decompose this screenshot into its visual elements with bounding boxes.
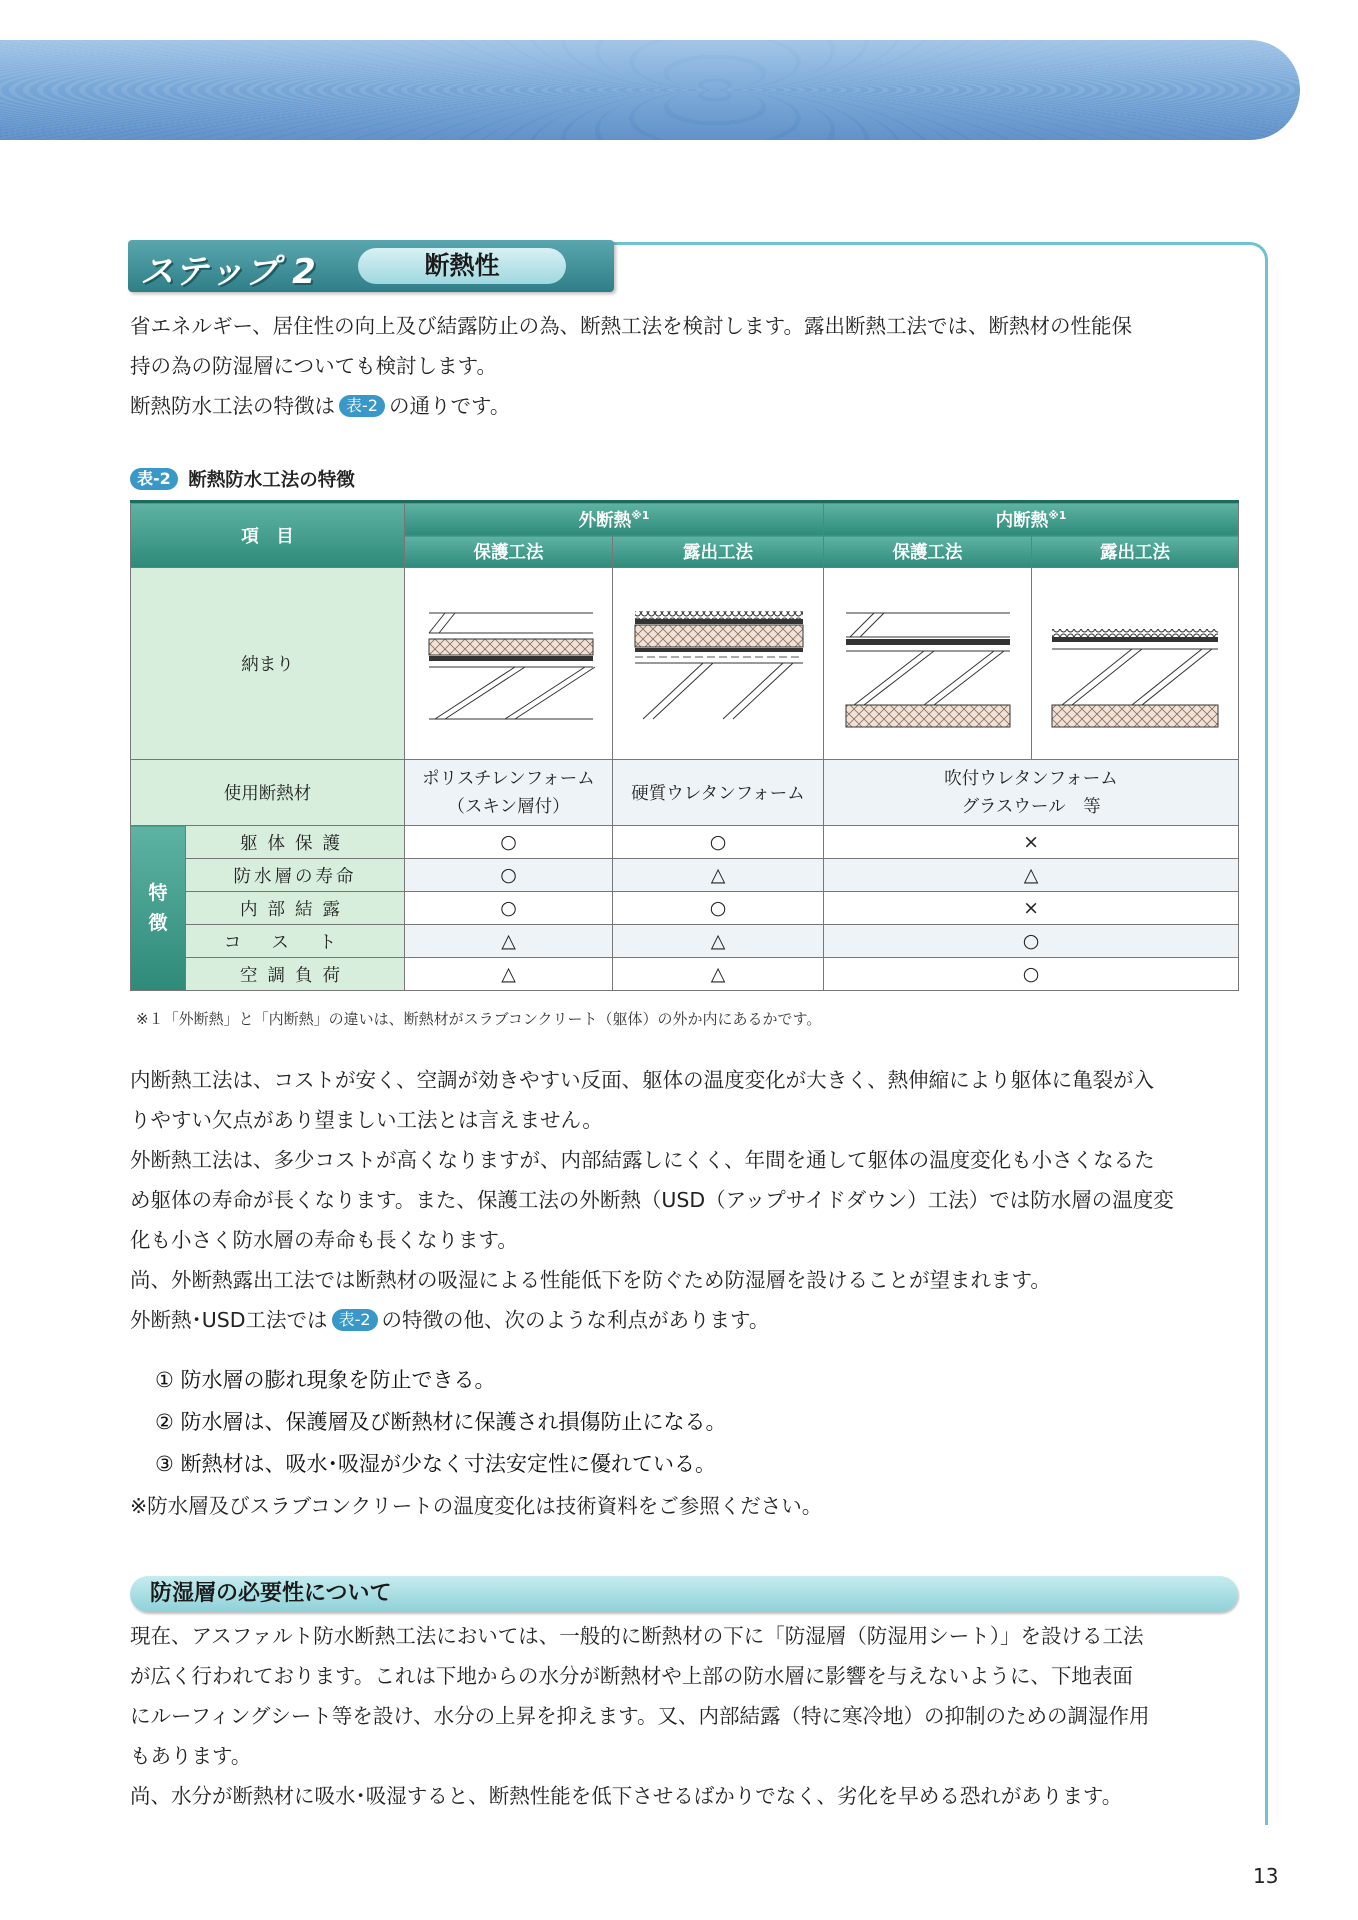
- feature-label: 特 徴: [131, 826, 186, 991]
- rating-cell: △: [613, 958, 824, 991]
- section-diagram: [613, 569, 824, 759]
- rating-cell: ○: [405, 826, 613, 859]
- feature-name: 空調負荷: [186, 958, 405, 991]
- diagram-outer-protect: [405, 568, 613, 760]
- feature-name: 内部結露: [186, 892, 405, 925]
- section-diagram: [405, 569, 613, 759]
- table-footnote: ※１「外断熱」と「内断熱」の違いは、断熱材がスラブコンクリート（躯体）の外か内にあるかです。: [136, 1010, 822, 1028]
- rating-cell: ○: [613, 826, 824, 859]
- rating-cell: △: [824, 859, 1239, 892]
- section-heading: [130, 1576, 1238, 1612]
- material-outer-protect: ポリスチレンフォーム （スキン層付）: [405, 760, 613, 826]
- step-heading: [128, 240, 614, 292]
- section-diagram: [1032, 569, 1239, 759]
- step-title: 断熱性: [358, 248, 566, 284]
- rating-cell: ○: [613, 892, 824, 925]
- material-inner: 吹付ウレタンフォーム グラスウール 等: [824, 760, 1239, 826]
- inner-header: 内断熱$^{※1}$: [824, 502, 1239, 536]
- feature-name: 躯体保護: [186, 826, 405, 859]
- diagram-inner-exposed: [1032, 568, 1239, 760]
- row-label-osamari: 納まり: [131, 568, 405, 760]
- page-number: 13: [1253, 1864, 1279, 1888]
- table-ref-badge: 表-2: [339, 395, 385, 417]
- header-banner: [0, 40, 1300, 140]
- subheader: 露出工法: [613, 536, 824, 568]
- intro-line: 断熱防水工法の特徴は 表-2 の通りです。: [130, 394, 511, 418]
- section-diagram: [824, 569, 1032, 759]
- table-ref-badge: 表-2: [130, 468, 178, 490]
- rating-cell: △: [405, 925, 613, 958]
- insulation-comparison-table: [130, 500, 1239, 991]
- benefits-list: [155, 1362, 727, 1488]
- rating-cell: ○: [824, 958, 1239, 991]
- feature-name: 防水層の寿命: [186, 859, 405, 892]
- list-item: ② 防水層は、保護層及び断熱材に保護され損傷防止になる。: [155, 1410, 727, 1434]
- section-paragraph: 現在、アスファルト防水断熱工法においては、一般的に断熱材の下に「防湿層（防湿用シート）」を設ける工法 が広く行われております。これは下地からの水分が断熱材や上部の防水層に影響を与えないように、下地表面 にルーフィングシート等を設け、水分の上昇を抑えます。又、内部結露（特に寒冷地）の抑制のための調湿作用 もあります。 尚、水分が断熱材に吸水･吸湿すると、断熱性能を低下させるばかりでなく、劣化を早める恐れがあります。: [130, 1624, 1150, 1808]
- list-item: ① 防水層の膨れ現象を防止できる。: [155, 1368, 496, 1392]
- table-ref-badge: 表-2: [332, 1309, 378, 1331]
- item-header: 項 目: [131, 502, 405, 568]
- rating-cell: △: [613, 859, 824, 892]
- diagram-outer-exposed: [613, 568, 824, 760]
- intro-paragraph: [130, 306, 1220, 426]
- section-title: 防湿層の必要性について: [150, 1581, 392, 1606]
- table-caption: 表-2 断熱防水工法の特徴: [130, 466, 355, 492]
- subheader: 保護工法: [824, 536, 1032, 568]
- diagram-inner-protect: [824, 568, 1032, 760]
- list-item: ③ 断熱材は、吸水･吸湿が少なく寸法安定性に優れている。: [155, 1452, 716, 1476]
- rating-cell: ○: [405, 859, 613, 892]
- rating-cell: ○: [405, 892, 613, 925]
- material-outer-exposed: 硬質ウレタンフォーム: [613, 760, 824, 826]
- rating-cell: △: [405, 958, 613, 991]
- step-label: ステップ 2: [140, 252, 317, 292]
- feature-name: コスト: [186, 925, 405, 958]
- row-label-material: 使用断熱材: [131, 760, 405, 826]
- intro-line: 持の為の防湿層についても検討します。: [130, 354, 497, 378]
- subheader: 保護工法: [405, 536, 613, 568]
- subheader: 露出工法: [1032, 536, 1239, 568]
- rating-cell: ×: [824, 826, 1239, 859]
- body-paragraph: 内断熱工法は、コストが安く、空調が効きやすい反面、躯体の温度変化が大きく、熱伸縮により躯体に亀裂が入 りやすい欠点があり望ましい工法とは言えません。 外断熱工法は、多少コストが高くなりますが、内部結露しにくく、年間を通して躯体の温度変化も小さくなるた め躯体の寿命が長くなります。また、保護工法の外断熱（USD（アップサイドダウン）工法）では防水層の温度変 化も小さく防水層の寿命も長くなります。 尚、外断熱露出工法では断熱材の吸湿による性能低下を防ぐため防湿層を設けることが望まれます。 外断熱･USD工法では 表-2 の特徴の他、次のような利点があります。: [130, 1068, 1174, 1332]
- rating-cell: ○: [824, 925, 1239, 958]
- rating-cell: △: [613, 925, 824, 958]
- outer-header: 外断熱$^{※1}$: [405, 502, 824, 536]
- intro-line: 省エネルギー、居住性の向上及び結露防止の為、断熱工法を検討します。露出断熱工法では、断熱材の性能保: [130, 314, 1133, 338]
- reference-note: ※防水層及びスラブコンクリートの温度変化は技術資料をご参照ください。: [130, 1494, 823, 1518]
- rating-cell: ×: [824, 892, 1239, 925]
